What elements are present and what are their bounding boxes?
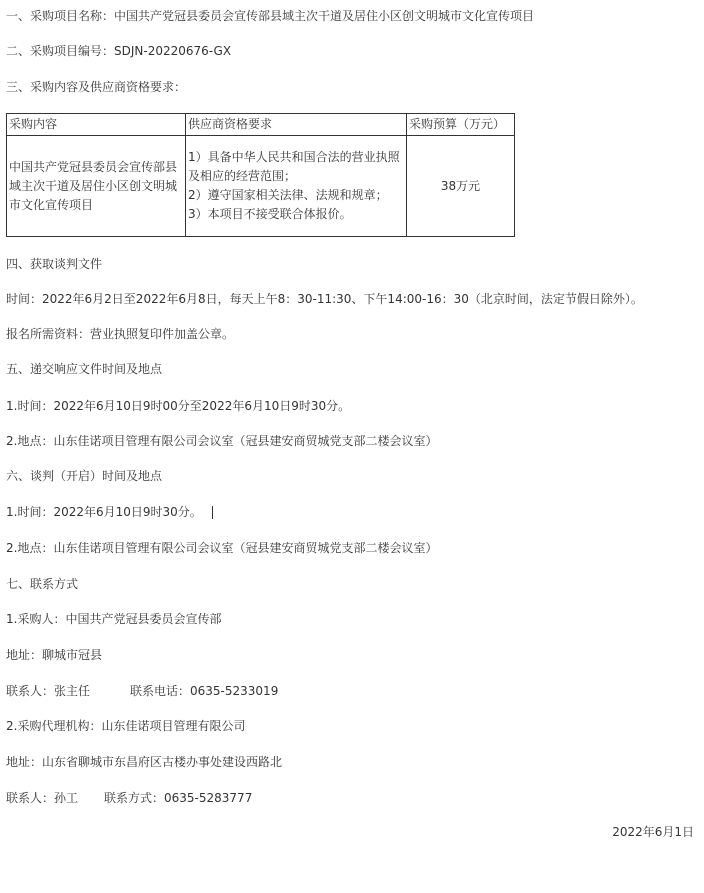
requirement-item: 3）本项目不接受联合体报价。: [188, 207, 352, 221]
item3-heading: 三、采购内容及供应商资格要求：: [6, 80, 187, 94]
item5-time: 1.时间：2022年6月10日9时00分至2022年6月10日9时30分。: [6, 399, 351, 413]
agency-contact: 联系人：孙工: [6, 791, 79, 805]
agency-contact-line: [6, 789, 252, 807]
item4-heading: 四、获取谈判文件: [6, 257, 103, 271]
item4-time: 时间：2022年6月2日至2022年6月8日，每天上午8：30-11:30、下午14:00-16：30（北京时间，法定节假日除外）。: [6, 292, 643, 306]
procurement-table: [6, 113, 515, 237]
purchaser-name: 1.采购人：中国共产党冠县委员会宣传部: [6, 612, 222, 626]
purchaser-contact: 联系人：张主任: [6, 684, 91, 698]
table-header-row: [7, 114, 515, 136]
table-row: [7, 136, 515, 237]
table-header: 采购内容: [7, 114, 186, 136]
purchaser-contact-line: [6, 682, 278, 700]
item6-place: 2.地点：山东佳诺项目管理有限公司会议室（冠县建安商贸城党支部二楼会议室）: [6, 541, 438, 555]
item5-place: 2.地点：山东佳诺项目管理有限公司会议室（冠县建安商贸城党支部二楼会议室）: [6, 434, 438, 448]
purchaser-address: 地址：聊城市冠县: [6, 648, 103, 662]
table-cell-budget: 38万元: [407, 136, 515, 237]
item1-project-name: 一、采购项目名称：中国共产党冠县委员会宣传部县域主次干道及居住小区创文明城市文化宣传项目: [6, 9, 535, 23]
item6-time-line: [6, 503, 213, 521]
item6-time: 1.时间：2022年6月10日9时30分。: [6, 505, 202, 519]
requirement-item: 1）具备中华人民共和国合法的营业执照及相应的经营范围；: [188, 150, 400, 183]
agency-name: 2.采购代理机构：山东佳诺项目管理有限公司: [6, 719, 246, 733]
agency-phone: 联系方式：0635-5283777: [104, 791, 253, 805]
item7-heading: 七、联系方式: [6, 577, 79, 591]
item2-project-number: 二、采购项目编号：SDJN-20220676-GX: [6, 44, 232, 58]
document-date: 2022年6月1日: [612, 825, 694, 839]
item4-materials: 报名所需资料：营业执照复印件加盖公章。: [6, 327, 235, 341]
table-header: 采购预算（万元）: [407, 114, 515, 136]
requirement-item: 2）遵守国家相关法律、法规和规章；: [188, 188, 388, 202]
text-cursor: [212, 506, 213, 519]
agency-address: 地址：山东省聊城市东昌府区古楼办事处建设西路北: [6, 755, 283, 769]
table-cell-content: 中国共产党冠县委员会宣传部县域主次干道及居住小区创文明城市文化宣传项目: [7, 136, 186, 237]
item6-heading: 六、谈判（开启）时间及地点: [6, 469, 163, 483]
item5-heading: 五、递交响应文件时间及地点: [6, 362, 163, 376]
purchaser-phone: 联系电话：0635-5233019: [130, 684, 279, 698]
table-cell-requirements: [186, 136, 407, 237]
table-header: 供应商资格要求: [186, 114, 407, 136]
